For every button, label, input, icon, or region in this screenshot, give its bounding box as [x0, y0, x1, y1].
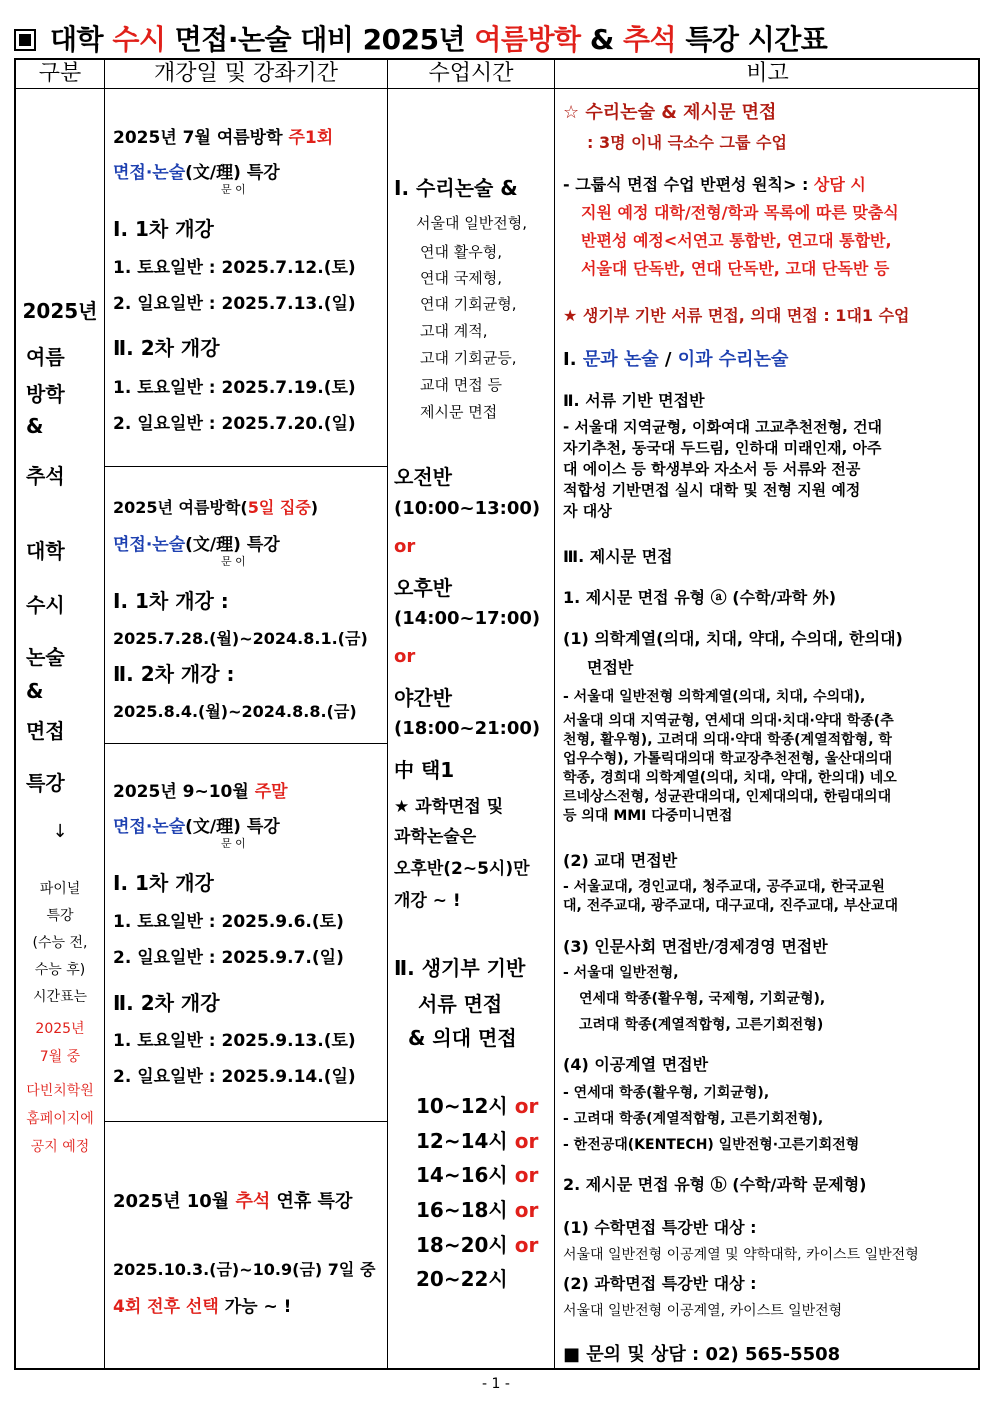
remark-line: 서울대 일반전형 이공계열 및 약학대학, 카이스트 일반전형 — [563, 1247, 919, 1263]
final-note-line: 파이널 — [39, 881, 81, 897]
or-label: or — [394, 646, 416, 667]
category-line: 특강 — [26, 771, 65, 795]
time-slot: 20~22시 — [416, 1267, 508, 1291]
class-type-heading: & 의대 면접 — [408, 1026, 517, 1050]
down-arrow-icon: ↓ — [52, 821, 68, 842]
target-school: 서울대 일반전형, — [416, 214, 527, 232]
science-note: ★ 과학면접 및 — [394, 797, 504, 817]
remark-line: - 연세대 학종(활우형, 기회균형), — [563, 1085, 770, 1101]
title-part-5: & — [580, 23, 623, 56]
time-slot: 10~12시 or — [416, 1094, 539, 1118]
final-note-red: 공지 예정 — [30, 1139, 90, 1155]
remark-line: : 3명 이내 극소수 그룹 수업 — [587, 133, 787, 152]
remark-line: 학종, 경희대 의학계열(의대, 치대, 약대, 한의대) 네오 — [563, 770, 897, 786]
remark-line: 고려대 학종(계열적합형, 고른기회전형) — [579, 1017, 824, 1033]
remark-line: 서울대 단독반, 연대 단독반, 고대 단독반 등 — [581, 259, 890, 278]
contact-info: ■ 문의 및 상담 : 02) 565-5508 — [563, 1344, 841, 1365]
science-note: 과학논술은 — [394, 827, 477, 847]
session-time: (14:00~17:00) — [394, 608, 541, 629]
remark-heading: 2. 제시문 면접 유형 ⓑ (수학/과학 문제형) — [563, 1175, 867, 1194]
remarks-cell — [555, 88, 980, 1368]
remark-line: 적합성 기반면접 실시 대학 및 전형 지원 예정 — [563, 481, 861, 499]
time-slot: 18~20시 or — [416, 1233, 539, 1257]
target-school: 교대 면접 등 — [420, 376, 502, 394]
time-slot: 12~14시 or — [416, 1129, 539, 1153]
time-slot: 16~18시 or — [416, 1198, 539, 1222]
category-line: 수시 — [26, 593, 65, 617]
title-part-6: 추석 — [623, 23, 677, 56]
course-heading: 2025년 9~10월 주말 — [113, 782, 288, 802]
session-time: (18:00~21:00) — [394, 718, 541, 739]
target-school: 연대 활우형, — [420, 243, 502, 261]
final-note-line: 수능 후) — [34, 962, 86, 978]
ruby-reading: 문 이 — [221, 555, 246, 568]
remark-heading: Ⅱ. 서류 기반 면접반 — [563, 391, 705, 410]
remark-line: - 그룹식 면접 수업 반편성 원칙> : 상담 시 — [563, 175, 866, 194]
class-type-heading: 서류 면접 — [418, 992, 503, 1016]
target-school: 제시문 면접 — [420, 403, 498, 421]
course-summer-weekly — [105, 88, 387, 466]
remark-line: 대, 전주교대, 광주교대, 대구교대, 진주교대, 부산교대 — [563, 898, 898, 914]
course-heading: 2025년 7월 여름방학 주1회 — [113, 128, 334, 148]
category-line: 대학 — [26, 539, 65, 563]
remark-line: - 서울대 지역균형, 이화여대 고교추천전형, 건대 — [563, 418, 883, 436]
ruby-reading: 문 이 — [221, 837, 246, 850]
session-date: 1. 토요일반 : 2025.9.13.(토) — [113, 1031, 356, 1051]
session-date: 1. 토요일반 : 2025.9.6.(토) — [113, 912, 344, 932]
remark-line: 반편성 예정<서연고 통합반, 연고대 통합반, — [581, 231, 892, 250]
category-line: 방학 — [26, 382, 65, 406]
remark-line: 자기추천, 동국대 두드림, 인하대 미래인재, 아주 — [563, 439, 882, 457]
final-note-line: 특강 — [46, 908, 74, 924]
remark-heading: 면접반 — [587, 658, 634, 677]
remark-line: 서울대 일반전형 이공계열, 카이스트 일반전형 — [563, 1303, 843, 1319]
header-class-time: 수업시간 — [428, 61, 514, 86]
remark-line: 르네상스전형, 성균관대의대, 인제대의대, 한림대의대 — [563, 789, 892, 805]
final-note-line: 시간표는 — [32, 989, 88, 1005]
category-line: 2025년 — [22, 299, 98, 323]
choose-one: 中 택1 — [394, 758, 455, 782]
category-line: & — [26, 679, 44, 703]
target-school: 연대 기회균형, — [420, 295, 517, 313]
session-date: 2. 일요일반 : 2025.7.20.(일) — [113, 414, 356, 434]
remark-heading: (3) 인문사회 면접반/경제경영 면접반 — [563, 937, 828, 956]
class-type-heading: Ⅱ. 생기부 기반 — [394, 956, 526, 980]
category-cell — [16, 88, 104, 1368]
or-label: or — [394, 536, 416, 557]
session-heading: Ⅰ. 1차 개강 — [113, 217, 214, 241]
target-school: 연대 국제형, — [420, 269, 502, 287]
session-date: 1. 토요일반 : 2025.7.19.(토) — [113, 378, 356, 398]
remark-line: 업우수형), 가톨릭대의대 학교장추천전형, 울산대의대 — [563, 751, 893, 767]
remark-heading: (4) 이공계열 면접반 — [563, 1055, 709, 1074]
target-school: 고대 계적, — [420, 322, 488, 340]
remark-heading: 1. 제시문 면접 유형 ⓐ (수학/과학 外) — [563, 588, 837, 607]
header-category: 구분 — [38, 61, 82, 86]
session-heading: Ⅱ. 2차 개강 — [113, 991, 220, 1015]
remark-line: 지원 예정 대학/전형/학과 목록에 따른 맞춤식 — [581, 203, 899, 222]
course-summer-intensive — [105, 467, 387, 743]
session-date: 2. 일요일반 : 2025.7.13.(일) — [113, 294, 356, 314]
session-name: 오전반 — [394, 465, 452, 489]
header-period: 개강일 및 강좌기간 — [153, 61, 338, 86]
title-part-1: 대학 — [50, 23, 113, 56]
category-line: 면접 — [26, 719, 65, 743]
remark-heading: ★ 생기부 기반 서류 면접, 의대 면접 : 1대1 수업 — [563, 306, 910, 325]
session-date: 2025.7.28.(월)~2024.8.1.(금) — [113, 629, 368, 648]
course-subheading: 면접·논술(文/理) 특강 — [113, 535, 280, 555]
remark-line: 등 의대 MMI 다중미니면접 — [563, 808, 733, 824]
remark-line: - 서울대 일반전형, — [563, 965, 679, 981]
session-heading: Ⅱ. 2차 개강 — [113, 336, 220, 360]
remark-heading: (2) 교대 면접반 — [563, 851, 678, 870]
target-school: 고대 기회균등, — [420, 349, 517, 367]
title-part-3: 면접·논술 대비 2025년 — [165, 23, 475, 56]
remark-heading: (2) 과학면접 특강반 대상 : — [563, 1274, 757, 1293]
session-heading: Ⅰ. 1차 개강 — [113, 871, 214, 895]
session-heading: Ⅱ. 2차 개강 : — [113, 662, 235, 686]
ruby-reading: 문 이 — [221, 183, 246, 196]
header-remarks: 비고 — [746, 61, 789, 86]
session-date: 1. 토요일반 : 2025.7.12.(토) — [113, 258, 356, 278]
session-date: 2025.8.4.(월)~2024.8.8.(금) — [113, 702, 357, 721]
course-subheading: 면접·논술(文/理) 특강 — [113, 817, 280, 837]
class-time-cell — [388, 88, 554, 1368]
remark-line: - 한전공대(KENTECH) 일반전형·고른기회전형 — [563, 1137, 860, 1153]
session-date: 2. 일요일반 : 2025.9.14.(일) — [113, 1067, 356, 1087]
page-number: - 1 - — [482, 1376, 510, 1392]
remark-heading: (1) 수학면접 특강반 대상 : — [563, 1218, 757, 1237]
remark-line: 연세대 학종(활우형, 국제형, 기회균형), — [579, 991, 826, 1007]
session-time: (10:00~13:00) — [394, 498, 541, 519]
square-bullet-icon — [14, 29, 36, 51]
final-note-red: 홈페이지에 — [26, 1111, 94, 1127]
course-period: 2025.10.3.(금)~10.9(금) 7일 중 — [113, 1260, 376, 1279]
title-part-2: 수시 — [112, 23, 166, 56]
course-subheading: 면접·논술(文/理) 특강 — [113, 163, 280, 183]
time-slot: 14~16시 or — [416, 1163, 539, 1187]
remark-line: 자 대상 — [563, 502, 612, 520]
course-weekend — [105, 744, 387, 1121]
science-note: 오후반(2~5시)만 — [394, 859, 530, 879]
remark-heading: Ⅲ. 제시문 면접 — [563, 547, 673, 566]
final-note-red: 다빈치학원 — [26, 1083, 94, 1099]
course-chuseok — [105, 1122, 387, 1370]
session-name: 야간반 — [394, 686, 452, 710]
remark-line: - 고려대 학종(계열적합형, 고른기회전형), — [563, 1111, 824, 1127]
remark-line: - 서울대 일반전형 의학계열(의대, 치대, 수의대), — [563, 689, 866, 705]
final-note-line: (수능 전, — [32, 935, 88, 951]
remark-line: 대 에이스 등 학생부와 자소서 등 서류와 전공 — [563, 460, 861, 478]
category-line: 여름 — [26, 345, 65, 369]
class-type-heading: Ⅰ. 수리논술 & — [394, 176, 518, 200]
final-note-red: 7월 중 — [39, 1049, 81, 1065]
schedule-table — [14, 58, 980, 1370]
page-title — [14, 18, 984, 58]
remark-line: 서울대 의대 지역균형, 연세대 의대·치대·약대 학종(추 — [563, 713, 894, 729]
session-date: 2. 일요일반 : 2025.9.7.(일) — [113, 948, 344, 968]
remark-heading: ☆ 수리논술 & 제시문 면접 — [563, 102, 777, 123]
title-part-7: 특강 시간표 — [676, 23, 828, 56]
category-line: 논술 — [26, 645, 65, 669]
course-heading: 2025년 10월 추석 연휴 특강 — [113, 1191, 353, 1212]
remark-heading: (1) 의학계열(의대, 치대, 약대, 수의대, 한의대) — [563, 629, 903, 648]
final-note-red: 2025년 — [35, 1021, 85, 1037]
remark-line: 천형, 활우형), 고려대 의대·약대 학종(계열적합형, 학 — [563, 732, 892, 748]
science-note: 개강 ~ ! — [394, 891, 461, 911]
remark-line: - 서울교대, 경인교대, 청주교대, 공주교대, 한국교원 — [563, 879, 885, 895]
remark-heading: Ⅰ. 문과 논술 / 이과 수리논술 — [563, 349, 789, 370]
session-heading: Ⅰ. 1차 개강 : — [113, 589, 229, 613]
category-line: 추석 — [26, 464, 65, 488]
category-line: & — [26, 414, 44, 438]
title-part-4: 여름방학 — [474, 23, 581, 56]
session-name: 오후반 — [394, 576, 452, 600]
course-note: 4회 전후 선택 가능 ~ ! — [113, 1297, 292, 1317]
course-heading: 2025년 여름방학(5일 집중) — [113, 498, 319, 517]
